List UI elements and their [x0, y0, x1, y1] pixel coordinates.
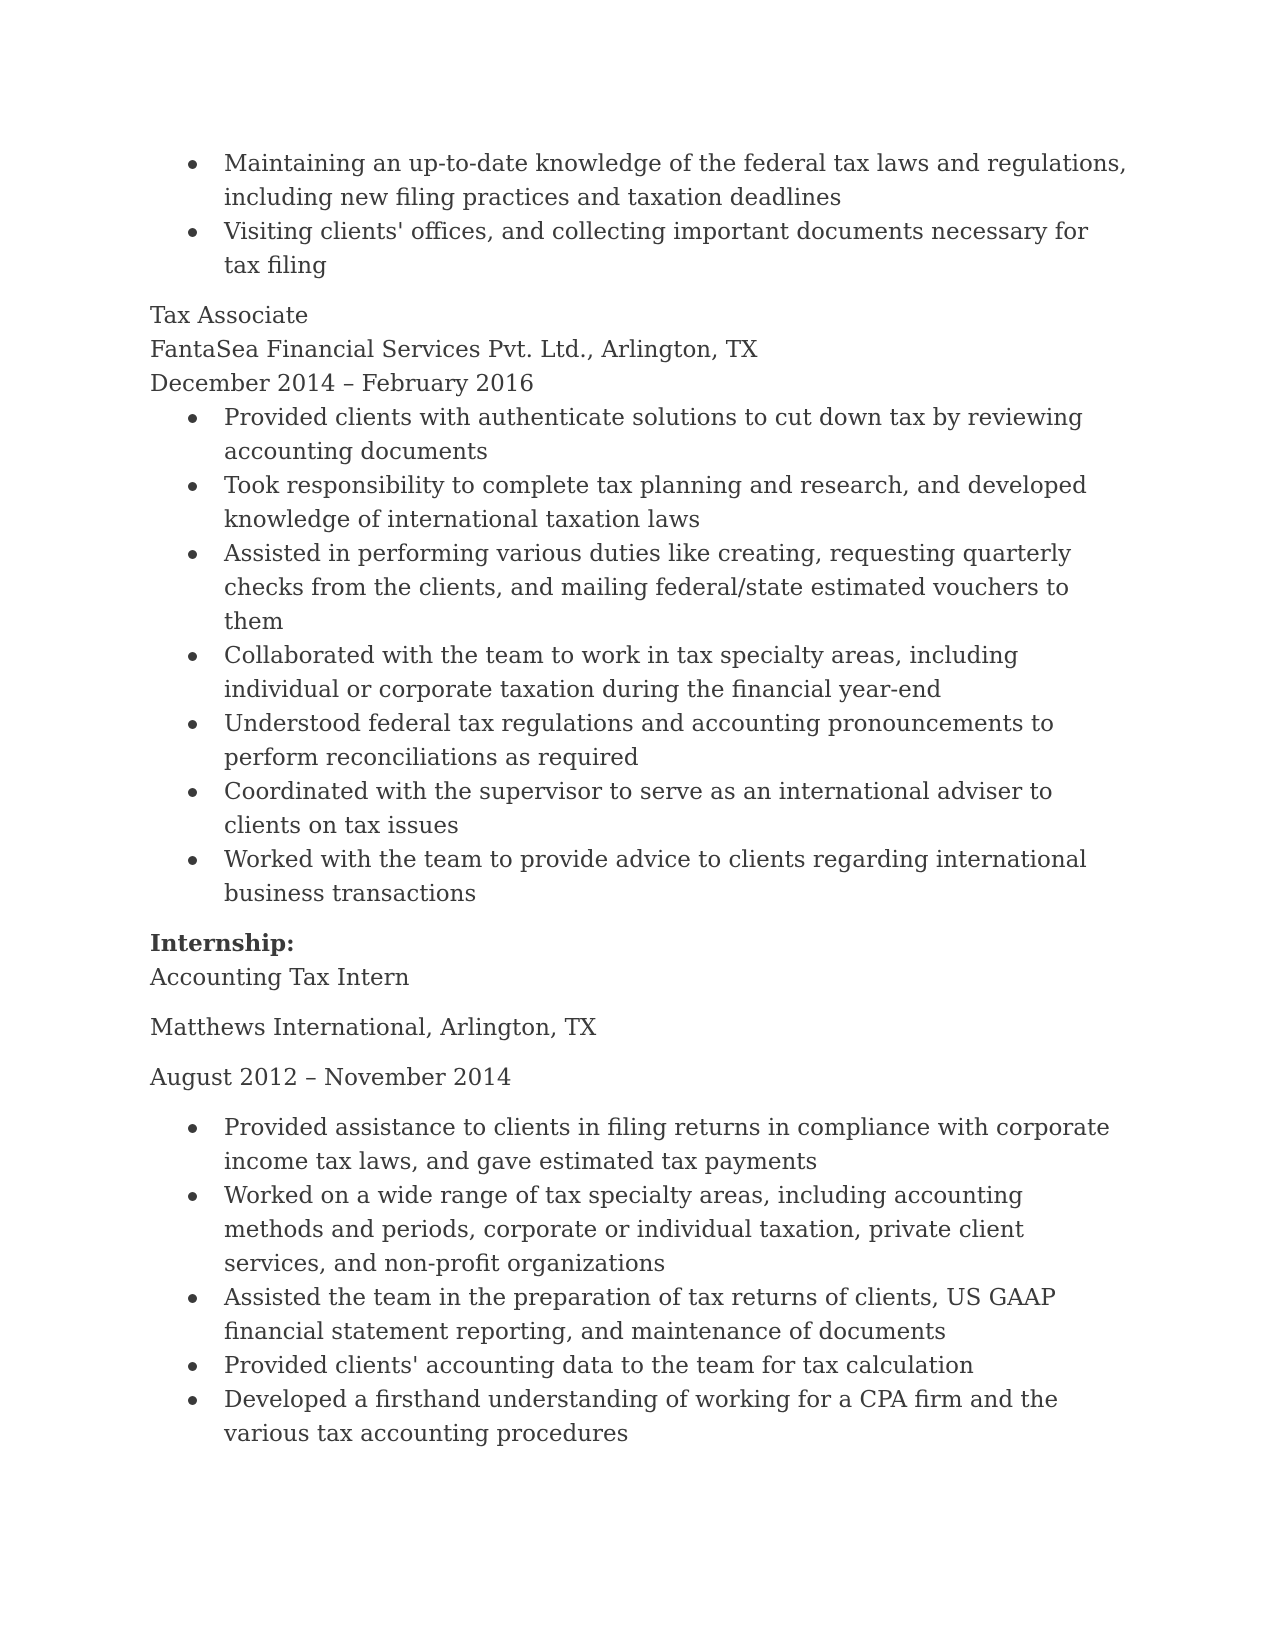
internship-title: Accounting Tax Intern [150, 965, 410, 991]
list-item: Assisted in performing various duties like creating, requesting quarterly checks from the clients, and mailing federal/state estimated vouchers to them [150, 537, 1130, 639]
internship-duties-list [150, 1111, 1130, 1451]
job-dates: December 2014 – February 2016 [150, 371, 535, 397]
list-item: Provided assistance to clients in filing returns in compliance with corporate income tax laws, and gave estimated tax payments [150, 1111, 1130, 1179]
list-item: Understood federal tax regulations and accounting pronouncements to perform reconciliations as required [150, 707, 1130, 775]
job-duties-list [150, 401, 1130, 911]
bullet-icon [188, 414, 197, 423]
list-item: Visiting clients' offices, and collecting important documents necessary for tax filing [150, 215, 1130, 283]
resume-content [150, 147, 1130, 1451]
list-item: Provided clients with authenticate solutions to cut down tax by reviewing accounting documents [150, 401, 1130, 469]
list-item: Provided clients' accounting data to the team for tax calculation [150, 1349, 1130, 1383]
internship-heading: Internship: [150, 930, 295, 957]
bullet-icon [188, 228, 197, 237]
internship-dates: August 2012 – November 2014 [150, 1065, 512, 1091]
bullet-icon [188, 652, 197, 661]
bullet-icon [188, 160, 197, 169]
list-item: Maintaining an up-to-date knowledge of the federal tax laws and regulations, including new filing practices and taxation deadlines [150, 147, 1130, 215]
bullet-icon [188, 788, 197, 797]
list-item: Worked on a wide range of tax specialty areas, including accounting methods and periods, corporate or individual taxation, private client services, and non-profit organizations [150, 1179, 1130, 1281]
internship-company: Matthews International, Arlington, TX [150, 1015, 597, 1041]
bullet-icon [188, 1396, 197, 1405]
bullet-icon [188, 1294, 197, 1303]
job-title: Tax Associate [150, 303, 309, 329]
bullet-icon [188, 1362, 197, 1371]
job-company: FantaSea Financial Services Pvt. Ltd., Arlington, TX [150, 337, 758, 363]
bullet-icon [188, 550, 197, 559]
bullet-icon [188, 1192, 197, 1201]
list-item: Assisted the team in the preparation of tax returns of clients, US GAAP financial statement reporting, and maintenance of documents [150, 1281, 1130, 1349]
list-item: Developed a firsthand understanding of working for a CPA firm and the various tax accounting procedures [150, 1383, 1130, 1451]
bullet-icon [188, 720, 197, 729]
bullet-icon [188, 482, 197, 491]
list-item: Worked with the team to provide advice to clients regarding international business transactions [150, 843, 1130, 911]
bullet-icon [188, 856, 197, 865]
list-item: Collaborated with the team to work in tax specialty areas, including individual or corporate taxation during the financial year-end [150, 639, 1130, 707]
bullet-icon [188, 1124, 197, 1133]
list-item: Coordinated with the supervisor to serve as an international adviser to clients on tax issues [150, 775, 1130, 843]
previous-job-duties-list [150, 147, 1130, 283]
list-item: Took responsibility to complete tax planning and research, and developed knowledge of international taxation laws [150, 469, 1130, 537]
